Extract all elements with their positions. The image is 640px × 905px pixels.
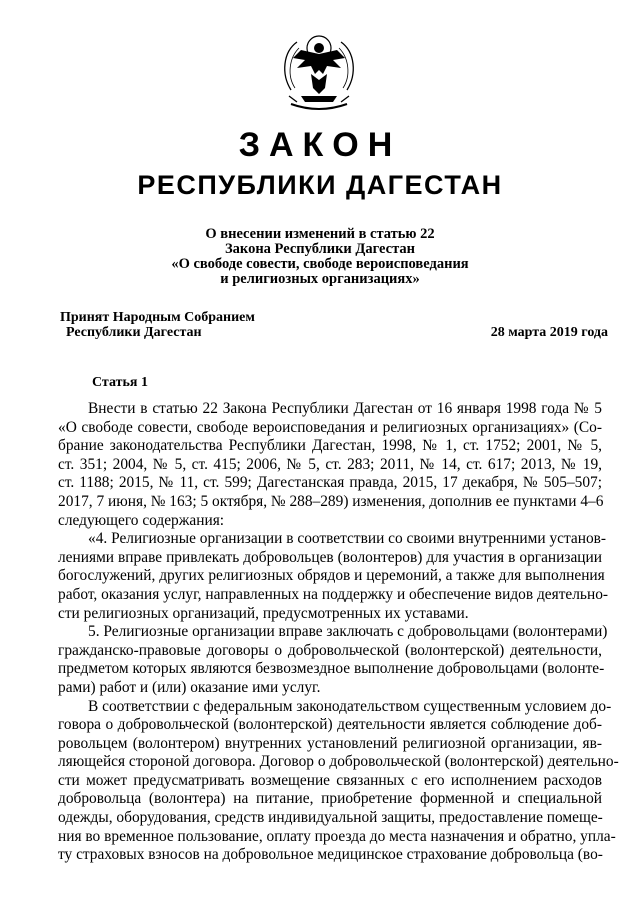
document-subtitle: РЕСПУБЛИКИ ДАГЕСТАН bbox=[137, 170, 503, 200]
body-line: В соответствии с федеральным законодательством существенным условием до- bbox=[88, 697, 612, 715]
body-line: «4. Религиозные организации в соответствии со своими внутренними установ- bbox=[88, 530, 607, 548]
body-line: гражданско-правовые договоры о добровольческой (волонтерской) деятельности, bbox=[58, 641, 602, 659]
body-line: 2017, 7 июня, № 163; 5 октября, № 288–289) изменения, дополнив ее пунктами 4–6 bbox=[58, 492, 604, 510]
body-line: работ, оказания услуг, направленных на поддержку и обеспечение видов деятельно- bbox=[58, 585, 609, 603]
law-name-line: Закона Республики Дагестан bbox=[225, 241, 415, 257]
body-line: ния во временное пользование, оплату проезда до места назначения и обратно, упла- bbox=[58, 827, 616, 845]
body-line: ст. 351; 2004, № 5, ст. 415; 2006, № 5, ст. 283; 2011, № 14, ст. 617; 2013, № 19, bbox=[58, 455, 602, 473]
body-line: следующего содержания: bbox=[58, 511, 225, 529]
article-body bbox=[58, 400, 619, 865]
body-line: ст. 1188; 2015, № 11, ст. 599; Дагестанская правда, 2015, 17 декабря, № 505–507; bbox=[58, 474, 602, 492]
body-line: ровольцем (волонтером) внутренних установлений религиозной организации, яв- bbox=[58, 734, 602, 752]
document-title: ЗАКОН bbox=[238, 126, 402, 164]
adopted-line-1: Принят Народным Собранием bbox=[60, 310, 255, 325]
law-name-line: и религиозных организациях» bbox=[220, 271, 420, 287]
adoption-date: 28 марта 2019 года bbox=[490, 325, 608, 340]
article-heading: Статья 1 bbox=[92, 375, 148, 390]
body-line: ту страховых взносов на добровольное медицинское страхование добровольца (во- bbox=[58, 846, 603, 864]
body-line: ляющейся стороной договора. Договор о добровольческой (волонтерской) деятельно- bbox=[58, 753, 619, 771]
body-line: 5. Религиозные организации вправе заключать с добровольцами (волонтерами) bbox=[88, 623, 608, 641]
body-line: рами) работ и (или) оказание ими услуг. bbox=[58, 678, 321, 696]
body-line: «О свободе совести, свободе вероисповедания и религиозных организациях» (Со- bbox=[58, 418, 602, 436]
body-line: лениями вправе привлекать добровольцев (волонтеров) для участия в организации bbox=[58, 548, 602, 566]
adopted-line-2: Республики Дагестан bbox=[66, 325, 202, 340]
body-line: предметом которых являются безвозмездное выполнение добровольцами (волонте- bbox=[58, 660, 605, 678]
law-name bbox=[90, 227, 550, 287]
body-line: одежды, оборудования, средств индивидуальной защиты, предоставление помеще- bbox=[58, 809, 603, 827]
law-name-line: «О свободе совести, свободе вероисповедания bbox=[171, 256, 469, 272]
body-line: сти религиозных организаций, предусмотренных их уставами. bbox=[58, 604, 469, 622]
law-name-line: О внесении изменений в статью 22 bbox=[205, 226, 435, 242]
adopted-by bbox=[60, 310, 255, 340]
body-line: богослужений, других религиозных обрядов и церемоний, а также для выполнения bbox=[58, 567, 605, 585]
body-line: брание законодательства Республики Дагестан, 1998, № 1, ст. 1752; 2001, № 5, bbox=[58, 437, 602, 455]
coat-of-arms-icon bbox=[271, 30, 367, 118]
body-line: говора о добровольческой (волонтерской) деятельности является соблюдение доб- bbox=[58, 716, 602, 734]
body-line: Внести в статью 22 Закона Республики Дагестан от 16 января 1998 года № 5 bbox=[88, 400, 602, 417]
body-line: сти может предусматривать возмещение связанных с его исполнением расходов bbox=[58, 771, 602, 789]
body-line: добровольца (волонтера) на питание, приобретение форменной и специальной bbox=[58, 790, 602, 808]
